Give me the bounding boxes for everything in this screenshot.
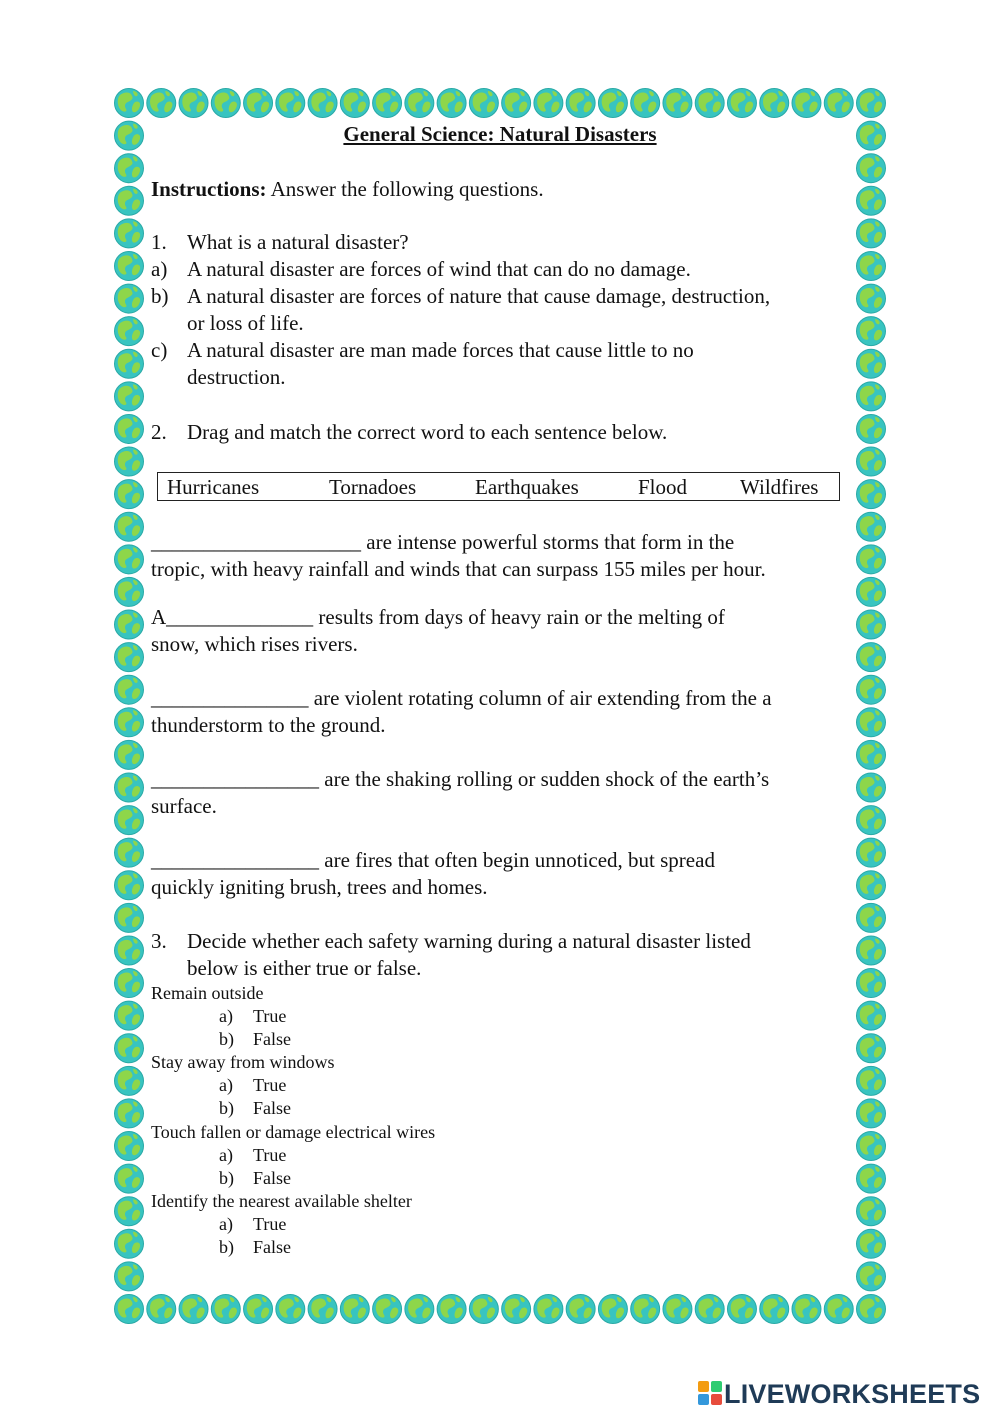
globe-icon: [115, 317, 144, 346]
globe-icon: [857, 480, 886, 509]
instructions-label: Instructions:: [151, 177, 267, 201]
globe-icon: [857, 186, 886, 215]
globe-icon: [857, 382, 886, 411]
globe-icon: [792, 89, 821, 118]
globe-icon: [566, 89, 595, 118]
globe-icon: [857, 708, 886, 737]
liveworksheets-logo-text: LIVEWORKSHEETS: [724, 1379, 981, 1409]
globe-icon: [276, 1295, 305, 1324]
globe-icon: [115, 1197, 144, 1226]
q3-2-false[interactable]: False: [253, 1098, 291, 1118]
q1-option-c[interactable]: A natural disaster are man made forces that cause little to no: [187, 338, 694, 362]
globe-icon: [115, 577, 144, 606]
globe-icon: [244, 1295, 273, 1324]
globe-icon: [115, 643, 144, 672]
globe-icon: [631, 89, 660, 118]
globe-icon: [760, 1295, 789, 1324]
word-hurricanes[interactable]: Hurricanes: [167, 475, 260, 499]
globe-icon: [857, 643, 886, 672]
q3-3-true[interactable]: True: [253, 1145, 287, 1165]
globe-icon: [631, 1295, 660, 1324]
q1-option-a-letter[interactable]: a): [151, 257, 168, 281]
word-flood[interactable]: Flood: [638, 475, 688, 499]
globe-icon: [115, 969, 144, 998]
globe-icon: [308, 1295, 337, 1324]
globe-icon: [857, 1295, 886, 1324]
globe-icon: [115, 414, 144, 443]
globe-icon: [663, 89, 692, 118]
q3-4-true[interactable]: True: [253, 1214, 287, 1234]
word-tornadoes[interactable]: Tornadoes: [329, 475, 417, 499]
q3-statement-3: Touch fallen or damage electrical wires: [151, 1122, 436, 1142]
globe-icon: [115, 871, 144, 900]
globe-icon: [115, 740, 144, 769]
globe-icon: [405, 89, 434, 118]
globe-icon: [502, 89, 531, 118]
sentence-1[interactable]: ____________________ are intense powerful storms that form in the: [151, 530, 735, 554]
q3-1-true[interactable]: True: [253, 1006, 287, 1026]
q3-3-b-letter[interactable]: b): [219, 1168, 234, 1188]
q2-text: Drag and match the correct word to each sentence below.: [187, 420, 668, 444]
globe-icon: [115, 251, 144, 280]
q3-1-a-letter[interactable]: a): [219, 1006, 233, 1026]
globe-icon: [727, 1295, 756, 1324]
globe-icon: [115, 675, 144, 704]
globe-icon: [115, 1066, 144, 1095]
globe-icon: [115, 936, 144, 965]
q3-statement-2: Stay away from windows: [151, 1052, 335, 1072]
sentence-1-cont: tropic, with heavy rainfall and winds that can surpass 155 miles per hour.: [151, 557, 766, 581]
globe-icon: [115, 1295, 144, 1324]
globe-icon: [857, 903, 886, 932]
globe-icon: [857, 1164, 886, 1193]
globe-icon: [857, 936, 886, 965]
globe-icon: [857, 349, 886, 378]
q1-option-b[interactable]: A natural disaster are forces of nature that cause damage, destruction,: [187, 284, 771, 308]
globe-icon: [857, 545, 886, 574]
globe-icon: [857, 1001, 886, 1030]
liveworksheets-logo-icon: [697, 1380, 723, 1406]
globe-icon: [115, 1132, 144, 1161]
q1-option-c-cont[interactable]: destruction.: [187, 365, 286, 389]
sentence-3[interactable]: _______________ are violent rotating column of air extending from the a: [151, 686, 772, 710]
globe-icon: [115, 1164, 144, 1193]
globe-icon: [857, 317, 886, 346]
globe-icon: [598, 1295, 627, 1324]
globe-icon: [179, 1295, 208, 1324]
q3-number: 3.: [151, 929, 167, 953]
globe-icon: [502, 1295, 531, 1324]
globe-icon: [824, 1295, 853, 1324]
globe-icon: [857, 447, 886, 476]
q3-3-false[interactable]: False: [253, 1168, 291, 1188]
q3-4-b-letter[interactable]: b): [219, 1237, 234, 1257]
q1-option-c-letter[interactable]: c): [151, 338, 168, 362]
globe-icon: [115, 1034, 144, 1063]
q3-text-cont: below is either true or false.: [187, 956, 422, 980]
globe-icon: [857, 969, 886, 998]
word-wildfires[interactable]: Wildfires: [740, 475, 819, 499]
globe-icon: [857, 577, 886, 606]
sentence-4-cont: surface.: [151, 794, 217, 818]
q3-1-b-letter[interactable]: b): [219, 1029, 234, 1049]
q3-statement-4: Identify the nearest available shelter: [151, 1191, 412, 1211]
globe-icon: [115, 382, 144, 411]
globe-icon: [115, 1001, 144, 1030]
q3-statement-1: Remain outside: [151, 983, 264, 1003]
word-bank: [157, 472, 840, 501]
globe-icon: [340, 1295, 369, 1324]
sentence-2-cont: snow, which rises rivers.: [151, 632, 358, 656]
globe-icon: [115, 1099, 144, 1128]
globe-icon: [857, 871, 886, 900]
globe-icon: [695, 89, 724, 118]
globe-icon: [179, 89, 208, 118]
globe-icon: [695, 1295, 724, 1324]
globe-icon: [308, 89, 337, 118]
q1-text: What is a natural disaster?: [187, 230, 409, 254]
globe-icon: [857, 740, 886, 769]
globe-icon: [115, 708, 144, 737]
globe-icon: [115, 154, 144, 183]
q3-3-a-letter[interactable]: a): [219, 1145, 233, 1165]
q1-option-b-letter[interactable]: b): [151, 284, 169, 308]
globe-icon: [857, 806, 886, 835]
globe-icon: [211, 89, 240, 118]
sentence-4[interactable]: ________________ are the shaking rolling or sudden shock of the earth’s: [151, 767, 770, 791]
globe-icon: [534, 1295, 563, 1324]
globe-icon: [857, 154, 886, 183]
instructions-text: Answer the following questions.: [266, 177, 544, 201]
globe-icon: [857, 675, 886, 704]
globe-icon: [244, 89, 273, 118]
globe-icon: [857, 1197, 886, 1226]
globe-icon: [857, 1099, 886, 1128]
globe-icon: [857, 1066, 886, 1095]
globe-icon: [469, 89, 498, 118]
globe-icon: [373, 1295, 402, 1324]
sentence-3-cont: thunderstorm to the ground.: [151, 713, 386, 737]
sentence-2[interactable]: A______________ results from days of heavy rain or the melting of: [151, 605, 725, 629]
globe-icon: [115, 773, 144, 802]
sentence-5[interactable]: ________________ are fires that often begin unnoticed, but spread: [151, 848, 715, 872]
instructions: [151, 176, 544, 203]
globe-icon: [857, 610, 886, 639]
globe-icon: [727, 89, 756, 118]
globe-icon: [405, 1295, 434, 1324]
globe-icon: [857, 284, 886, 313]
globe-icon: [534, 89, 563, 118]
globe-icon: [857, 1229, 886, 1258]
globe-icon: [469, 1295, 498, 1324]
globe-icon: [857, 89, 886, 118]
globe-icon: [857, 773, 886, 802]
globe-icon: [857, 1132, 886, 1161]
globe-icon: [115, 89, 144, 118]
globe-icon: [115, 480, 144, 509]
q1-option-b-cont[interactable]: or loss of life.: [187, 311, 304, 335]
globe-icon: [340, 89, 369, 118]
globe-icon: [147, 89, 176, 118]
globe-icon: [824, 89, 853, 118]
q3-2-b-letter[interactable]: b): [219, 1098, 234, 1118]
globe-icon: [115, 447, 144, 476]
globe-icon: [147, 1295, 176, 1324]
globe-icon: [115, 1229, 144, 1258]
globe-icon: [115, 284, 144, 313]
globe-icon: [115, 512, 144, 541]
globe-icon: [857, 251, 886, 280]
globe-icon: [373, 89, 402, 118]
globe-icon: [760, 89, 789, 118]
page-title: General Science: Natural Disasters: [343, 122, 657, 146]
q3-2-a-letter[interactable]: a): [219, 1075, 233, 1095]
globe-icon: [115, 610, 144, 639]
globe-icon: [115, 1262, 144, 1291]
globe-icon: [115, 903, 144, 932]
globe-icon: [115, 806, 144, 835]
globe-icon: [663, 1295, 692, 1324]
globe-icon: [211, 1295, 240, 1324]
q2-number: 2.: [151, 420, 167, 444]
globe-icon: [792, 1295, 821, 1324]
globe-icon: [857, 838, 886, 867]
sentence-5-cont: quickly igniting brush, trees and homes.: [151, 875, 488, 899]
q3-text: Decide whether each safety warning during a natural disaster listed: [187, 929, 751, 953]
globe-icon: [276, 89, 305, 118]
globe-icon: [857, 1262, 886, 1291]
globe-icon: [566, 1295, 595, 1324]
globe-icon: [857, 1034, 886, 1063]
globe-icon: [115, 186, 144, 215]
q3-1-false[interactable]: False: [253, 1029, 291, 1049]
q3-2-true[interactable]: True: [253, 1075, 287, 1095]
globe-icon: [115, 219, 144, 248]
globe-icon: [115, 349, 144, 378]
globe-icon: [437, 1295, 466, 1324]
globe-icon: [598, 89, 627, 118]
q3-4-false[interactable]: False: [253, 1237, 291, 1257]
globe-icon: [115, 838, 144, 867]
q3-4-a-letter[interactable]: a): [219, 1214, 233, 1234]
globe-icon: [857, 414, 886, 443]
word-earthquakes[interactable]: Earthquakes: [475, 475, 579, 499]
globe-icon: [437, 89, 466, 118]
globe-icon: [857, 512, 886, 541]
q1-number: 1.: [151, 230, 167, 254]
q1-option-a[interactable]: A natural disaster are forces of wind that can do no damage.: [187, 257, 691, 281]
globe-icon: [857, 219, 886, 248]
globe-icon: [115, 545, 144, 574]
